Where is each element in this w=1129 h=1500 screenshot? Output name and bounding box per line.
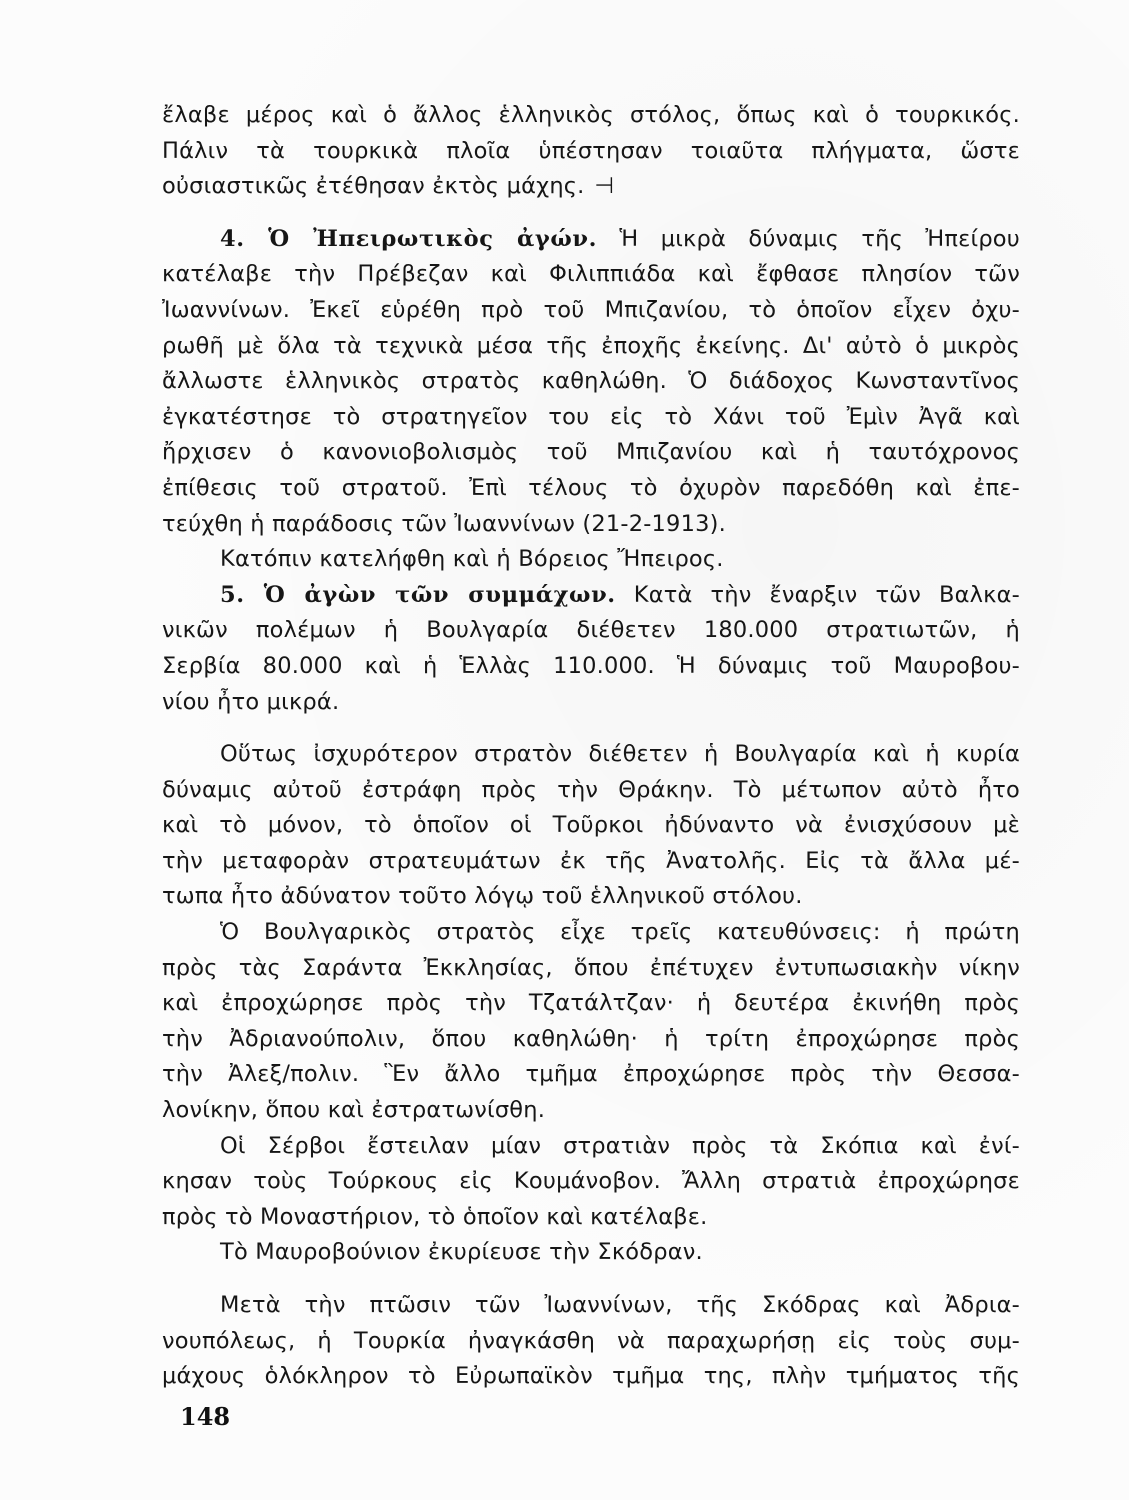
text-line: Οἱ Σέρβοι ἔστειλαν μίαν στρατιὰν πρὸς τὰ Σκόπια καὶ ἐνί- — [220, 1132, 1020, 1159]
text-line: τὴν μεταφορὰν στρατευμάτων ἐκ τῆς Ἀνατολῆς. Εἰς τὰ ἄλλα μέ- — [162, 847, 1020, 874]
paragraph-bulgarian-army — [162, 915, 1020, 1129]
section-gap — [162, 205, 1020, 222]
text-line: μάχους ὁλόκληρον τὸ Εὐρωπαϊκὸν τμῆμα της, πλὴν τμήματος τῆς — [162, 1363, 1020, 1390]
text-line: δύναμις αὐτοῦ ἐστράφη πρὸς τὴν Θράκην. Τὸ μέτωπον αὐτὸ ἦτο — [162, 776, 1020, 803]
paragraph-montenegro — [162, 1235, 1020, 1271]
text-line — [162, 169, 1020, 205]
text-line: Μετὰ τὴν πτῶσιν τῶν Ἰωαννίνων, τῆς Σκόδρας καὶ Ἀδρια- — [220, 1292, 1020, 1318]
text-line: τεύχθη ἡ παράδοσις τῶν Ἰωαννίνων (21-2-1913). — [162, 510, 726, 537]
paragraph-bulgaria — [162, 737, 1020, 915]
text-line: τωπα ἦτο ἀδύνατον τοῦτο λόγῳ τοῦ ἑλληνικοῦ στόλου. — [162, 883, 803, 910]
text-line: πρὸς τὸ Μοναστήριον, τὸ ὁποῖον καὶ κατέλαβε. — [162, 1203, 708, 1230]
paragraph-after-fall — [162, 1288, 1020, 1395]
text-line-content: οὐσιαστικῶς ἐτέθησαν ἐκτὸς μάχης. — [162, 173, 585, 200]
paragraph-serbs — [162, 1129, 1020, 1236]
text-line: καὶ τὸ μόνον, τὸ ὁποῖον οἱ Τοῦρκοι ἠδύναντο νὰ ἐνισχύσουν μὲ — [162, 812, 1020, 839]
text-line: Κατόπιν κατελήφθη καὶ ἡ Βόρειος Ἤπειρος. — [220, 546, 724, 573]
section-allies — [162, 578, 1020, 720]
text-line: Τὸ Μαυροβούνιον ἐκυρίευσε τὴν Σκόδραν. — [220, 1239, 703, 1266]
text-line: ἄλλωστε ἑλληνικὸς στρατὸς καθηλώθη. Ὁ διάδοχος Κωνσταντῖνος — [162, 368, 1020, 395]
text-line: νίου ἦτο μικρά. — [162, 688, 340, 715]
section-heading: 4. Ὁ Ἠπειρωτικὸς ἀγών. — [220, 225, 597, 252]
text-line: ρωθῆ μὲ ὅλα τὰ τεχνικὰ μέσα τῆς ἐποχῆς ἐκείνης. Δι' αὐτὸ ὁ μικρὸς — [162, 332, 1020, 359]
text-line: Σερβία 80.000 καὶ ἡ Ἑλλὰς 110.000. Ἡ δύναμις τοῦ Μαυροβου- — [162, 652, 1020, 679]
text-line: νικῶν πολέμων ἡ Βουλγαρία διέθετεν 180.000 στρατιωτῶν, ἡ — [162, 617, 1020, 644]
text-line: Ἰωαννίνων. Ἐκεῖ εὑρέθη πρὸ τοῦ Μπιζανίου, τὸ ὁποῖον εἶχεν ὀχυ- — [162, 296, 1020, 323]
text-line: ἐπίθεσις τοῦ στρατοῦ. Ἐπὶ τέλους τὸ ὀχυρὸν παρεδόθη καὶ ἐπε- — [162, 474, 1020, 501]
paragraph-gap — [162, 1271, 1020, 1288]
text-line-content: Κατὰ τὴν ἔναρξιν τῶν Βαλκα- — [633, 581, 1020, 608]
text-line: λονίκην, ὅπου καὶ ἐστρατωνίσθη. — [162, 1097, 546, 1124]
page-number: 148 — [180, 1402, 231, 1431]
text-line: Πάλιν τὰ τουρκικὰ πλοῖα ὑπέστησαν τοιαῦτα πλήγματα, ὥστε — [162, 137, 1020, 164]
text-line: ἤρχισεν ὁ κανονιοβολισμὸς τοῦ Μπιζανίου καὶ ἡ ταυτόχρονος — [162, 439, 1020, 466]
paragraph-gap — [162, 720, 1020, 737]
section-epirus — [162, 222, 1020, 578]
text-line: τὴν Ἀδριανούπολιν, ὅπου καθηλώθη· ἡ τρίτη ἐπροχώρησε πρὸς — [162, 1025, 1020, 1052]
paragraph-fleet — [162, 98, 1020, 205]
body-text — [162, 98, 1020, 1395]
text-line: ἐγκατέστησε τὸ στρατηγεῖον του εἰς τὸ Χάνι τοῦ Ἐμὶν Ἀγᾶ καὶ — [162, 403, 1020, 430]
text-line: κησαν τοὺς Τούρκους εἰς Κουμάνοβον. Ἄλλη στρατιὰ ἐπροχώρησε — [162, 1168, 1020, 1195]
margin-mark: ⊣ — [594, 173, 615, 200]
text-line: Οὕτως ἰσχυρότερον στρατὸν διέθετεν ἡ Βουλγαρία καὶ ἡ κυρία — [220, 741, 1020, 768]
text-line: τὴν Ἀλεξ/πολιν. Ἓν ἄλλο τμῆμα ἐπροχώρησε πρὸς τὴν Θεσσα- — [162, 1061, 1020, 1088]
text-line-content: Ἡ μικρὰ δύναμις τῆς Ἠπείρου — [619, 225, 1020, 252]
text-line: κατέλαβε τὴν Πρέβεζαν καὶ Φιλιππιάδα καὶ ἔφθασε πλησίον τῶν — [162, 261, 1020, 288]
section-heading: 5. Ὁ ἀγὼν τῶν συμμάχων. — [220, 581, 616, 608]
text-line: καὶ ἐπροχώρησε πρὸς τὴν Τζατάλτζαν· ἡ δευτέρα ἐκινήθη πρὸς — [162, 990, 1020, 1017]
section-heading-line — [162, 578, 1020, 614]
text-line: ἔλαβε μέρος καὶ ὁ ἄλλος ἑλληνικὸς στόλος, ὅπως καὶ ὁ τουρκικός. — [162, 102, 1020, 128]
text-line: πρὸς τὰς Σαράντα Ἐκκλησίας, ὅπου ἐπέτυχεν ἐντυπωσιακὴν νίκην — [162, 954, 1020, 981]
section-heading-line — [162, 222, 1020, 258]
text-line: Ὁ Βουλγαρικὸς στρατὸς εἶχε τρεῖς κατευθύνσεις: ἡ πρώτη — [220, 919, 1020, 946]
text-line: νουπόλεως, ἡ Τουρκία ἠναγκάσθη νὰ παραχωρήσῃ εἰς τοὺς συμ- — [162, 1327, 1020, 1354]
